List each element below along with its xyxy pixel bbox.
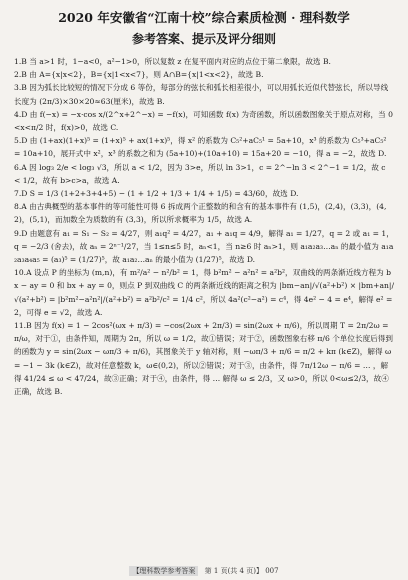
answer-item [14, 55, 394, 68]
answer-item [14, 68, 394, 81]
page-title: 2020 年安徽省“江南十校”综合素质检测 · 理科数学 [58, 10, 350, 25]
answer-text: S = 1/3 (1+2+3+4+5) − (1 + 1/2 + 1/3 + 1/4 + 1/5) = 43/60，故选 D. [29, 189, 299, 199]
answer-text: 当 a>1 时，1−a<0，a²−1>0，所以复数 z 在复平面内对应的点位于第二象限，故选 B. [29, 57, 331, 66]
page-subtitle: 参考答案、提示及评分细则 [131, 32, 276, 46]
footer-label: 【理科数学参考答案 [129, 566, 198, 576]
answer-text: 由 f(−x) = −x·cos x/(2^x+2^−x) = −f(x)，可知函数 f(x) 为奇函数，所以函数图象关于原点对称，当 0<x<π/2 时，f(x)>0，故选 C. [14, 109, 393, 133]
answer-text: 由 A={x|x<2}，B={x|1<x<7}，则 A∩B={x|1<x<2}，故选 B. [29, 70, 264, 80]
answer-number: 5.D [14, 136, 28, 146]
answer-text: 由 (1+ax)(1+x)⁵ = (1+x)⁵ + ax(1+x)⁵，得 x² 的系数为 C₅²+aC₅¹ = 5a+10，x³ 的系数为 C₅³+aC₅² = 10a+10，展开式中 x²，x³ 的系数之和为 (5a+10)+(10a+10) = 15a+20 = −10，得 a = −2，故选 D. [14, 136, 387, 159]
answer-list [14, 55, 394, 398]
answer-text: 因为弧长比较短的情况下分成 6 等份，每部分的弦长和弧长相差很小，可以用弧长近似代替弦长，所以导线长度为 (2π/3)×30×20≈63(厘米)，故选 B. [14, 83, 389, 106]
answer-text: 设点 P 的坐标为 (m,n)，有 m²/a² − n²/b² = 1，得 b²m² − a²n² = a²b²，双曲线的两条渐近线方程为 bx − ay = 0 和 bx + ay = 0，则点 P 到双曲线 C 的两条渐近线的距离之积为 |bm−an|/√(a²+b²) × |bm+an|/√(a²+b²) = |b²m²−a²n²|/(a²+b²) = a²b²/c² = 1/4 c²，所以 4a²(c²−a²) = c⁴，得 4e² − 4 = e⁴，解得 e² = 2，可得 e = √2，故选 A. [14, 268, 395, 317]
answer-text: 因为 f(x) = 1 − 2cos²(ωx + π/3) = −cos(2ωx + 2π/3) = sin(2ωx + π/6)，所以周期 T = 2π/2ω = π/ω，对于①，由条件知，周期为 2π，所以 ω = 1/2，故①错误；对于②，函数图象右移 π/6 个单位长度后得到的函数为 y = sin(2ωx − ωπ/3 + π/6)，其图象关于 y 轴对称，则 −ωπ/3 + π/6 = π/2 + kπ (k∈Z)，解得 ω = −1 − 3k (k∈Z)，故对任意整数 k，ω∈(0,2)，所以②错误；对于③，由条件，得 7π/12ω − π/6 = … ，解得 41/24 ≤ ω < 47/24，故③正确；对于④，由条件，得 … 解得 ω ≤ 2/3，又 ω>0，所以 0<ω≤2/3，故④正确，故选 B. [14, 321, 393, 397]
page-footer [0, 566, 408, 576]
answer-item [14, 187, 394, 200]
answer-item [14, 266, 394, 319]
answer-item [14, 134, 394, 160]
answer-text: 因 log₃ 2/e < log₃ √3，所以 a < 1/2，因为 3>e，所以 ln 3>1，c = 2^−ln 3 < 2^−1 = 1/2，故 c < 1/2，故有 b>c>a，故选 A. [14, 162, 386, 185]
answer-number: 1.B [14, 57, 27, 66]
answer-number: 7.D [14, 189, 28, 199]
answer-number: 3.B [14, 83, 27, 93]
answer-item [14, 161, 394, 187]
footer-code: 007 [265, 567, 279, 575]
answer-number: 9.D [14, 228, 28, 238]
answer-number: 4.D [14, 109, 28, 119]
answer-number: 6.A [14, 162, 27, 172]
answer-number: 11.B [14, 321, 32, 331]
answer-number: 2.B [14, 70, 27, 80]
answer-text: 由题意有 a₁ = S₁ − S₂ = 4/27，则 a₁q² = 4/27，a₁ + a₁q = 4/9，解得 a₁ = 1/27，q = 2 或 a₁ = 1，q = −2/3 (舍去)，故 aₙ = 2ⁿ⁻¹/27，当 1≤n≤5 时，aₙ<1，当 n≥6 时 aₙ>1，则 a₁a₂a₃…aₙ 的最小值为 a₁a₂a₃a₄a₅ = (a₃)⁵ = (1/27)⁵，故 a₁a₂…aₙ 的最小值为 (1/27)⁵，故选 D. [14, 228, 394, 265]
footer-page: 第 1 页(共 4 页)】 [204, 567, 263, 575]
answer-item [14, 200, 394, 226]
answer-number: 10.A [14, 268, 32, 278]
answer-number: 8.A [14, 202, 27, 212]
answer-item [14, 319, 394, 398]
answer-text: 由古典概型的基本事件的等可能性可得 6 拆成两个正整数的和含有的基本事件有 (1,5)，(2,4)，(3,3)，(4,2)，(5,1)，而加数全为质数的有 (3,3)，所以所求概率为 1/5，故选 A. [14, 202, 387, 225]
answer-item [14, 108, 394, 134]
answer-item [14, 81, 394, 107]
answer-item [14, 227, 394, 267]
